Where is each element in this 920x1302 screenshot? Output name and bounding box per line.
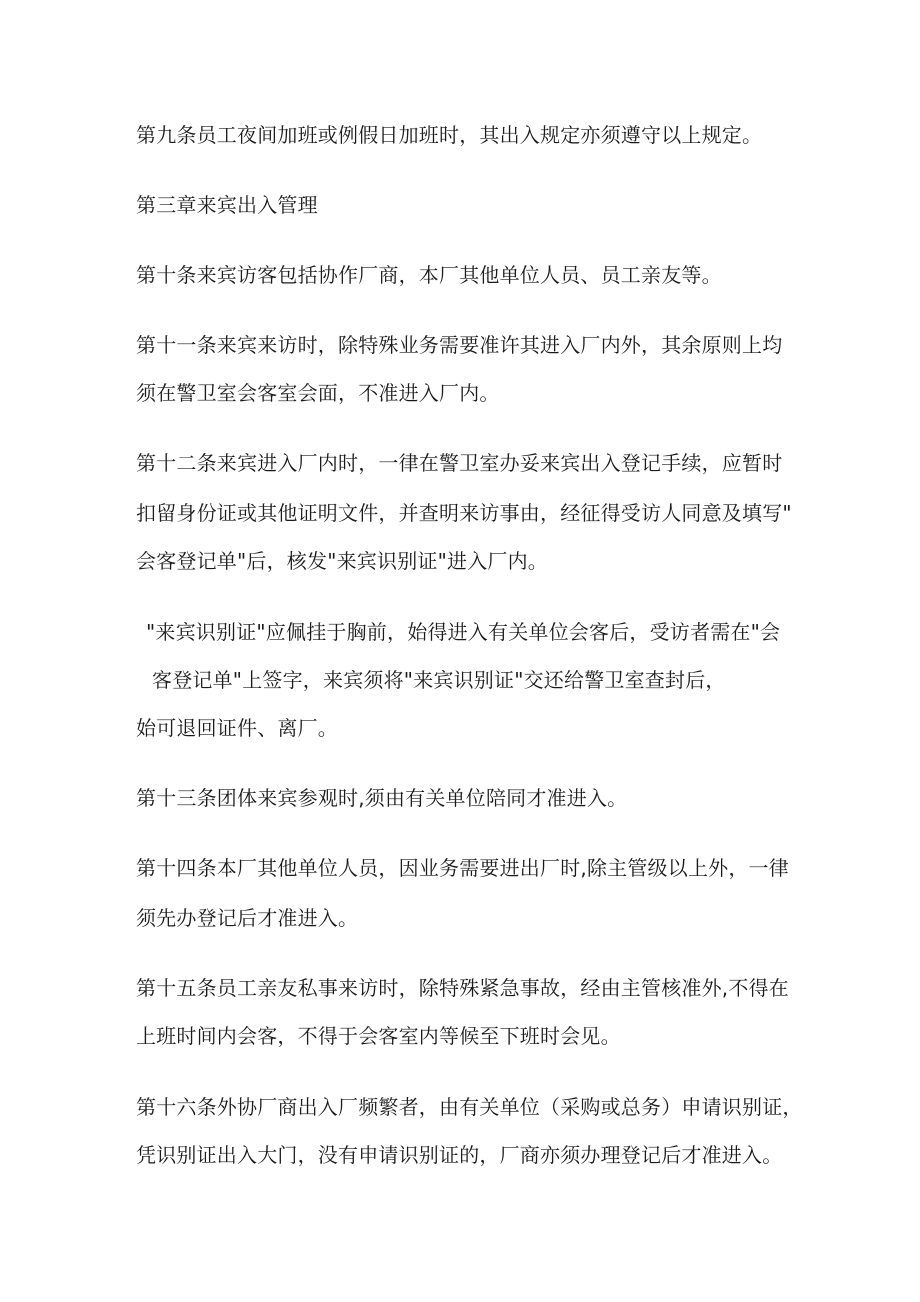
article-15-line-2: 上班时间内会客，不得于会客室内等候至下班时会见。	[136, 1024, 621, 1048]
article-12-line-3: 会客登记单"后，核发"来宾识别证"进入厂内。	[136, 549, 548, 573]
article-13-line-1: 第十三条团体来宾参观时,须由有关单位陪同才准进入。	[136, 786, 628, 810]
article-16-line-1: 第十六条外协厂商出入厂频繁者，由有关单位（采购或总务）申请识别证，	[136, 1095, 803, 1119]
article-16-line-2: 凭识别证出入大门，没有申请识别证的，厂商亦须办理登记后才准进入。	[136, 1143, 783, 1167]
id-card-para-line-2: 客登记单"上签字，来宾须将"来宾识别证"交还给警卫室查封后，	[152, 668, 726, 692]
article-14-line-1: 第十四条本厂其他单位人员，因业务需要进出厂时,除主管级以上外，一律	[136, 856, 789, 880]
article-12-line-2: 扣留身份证或其他证明文件，并查明来访事由，经征得受访人同意及填写"	[136, 501, 792, 525]
id-card-para-line-1: "来宾识别证"应佩挂于胸前，始得进入有关单位会客后，受访者需在"会	[146, 620, 781, 644]
chapter-3-heading: 第三章来宾出入管理	[136, 193, 318, 217]
article-15-line-1: 第十五条员工亲友私事来访时，除特殊紧急事故，经由主管核准外,不得在	[136, 976, 789, 1000]
article-11-line-2: 须在警卫室会客室会面，不准进入厂内。	[136, 381, 500, 405]
id-card-para-line-3: 始可退回证件、离厂。	[136, 716, 338, 740]
article-12-line-1: 第十二条来宾进入厂内时，一律在警卫室办妥来宾出入登记手续，应暂时	[136, 451, 783, 475]
article-9-line-1: 第九条员工夜间加班或例假日加班时，其出入规定亦须遵守以上规定。	[136, 123, 763, 147]
article-11-line-1: 第十一条来宾来访时，除特殊业务需要准许其进入厂内外，其余原则上均	[136, 333, 783, 357]
article-10-line-1: 第十条来宾访客包括协作厂商，本厂其他单位人员、员工亲友等。	[136, 263, 722, 287]
article-14-line-2: 须先办登记后才准进入。	[136, 906, 359, 930]
